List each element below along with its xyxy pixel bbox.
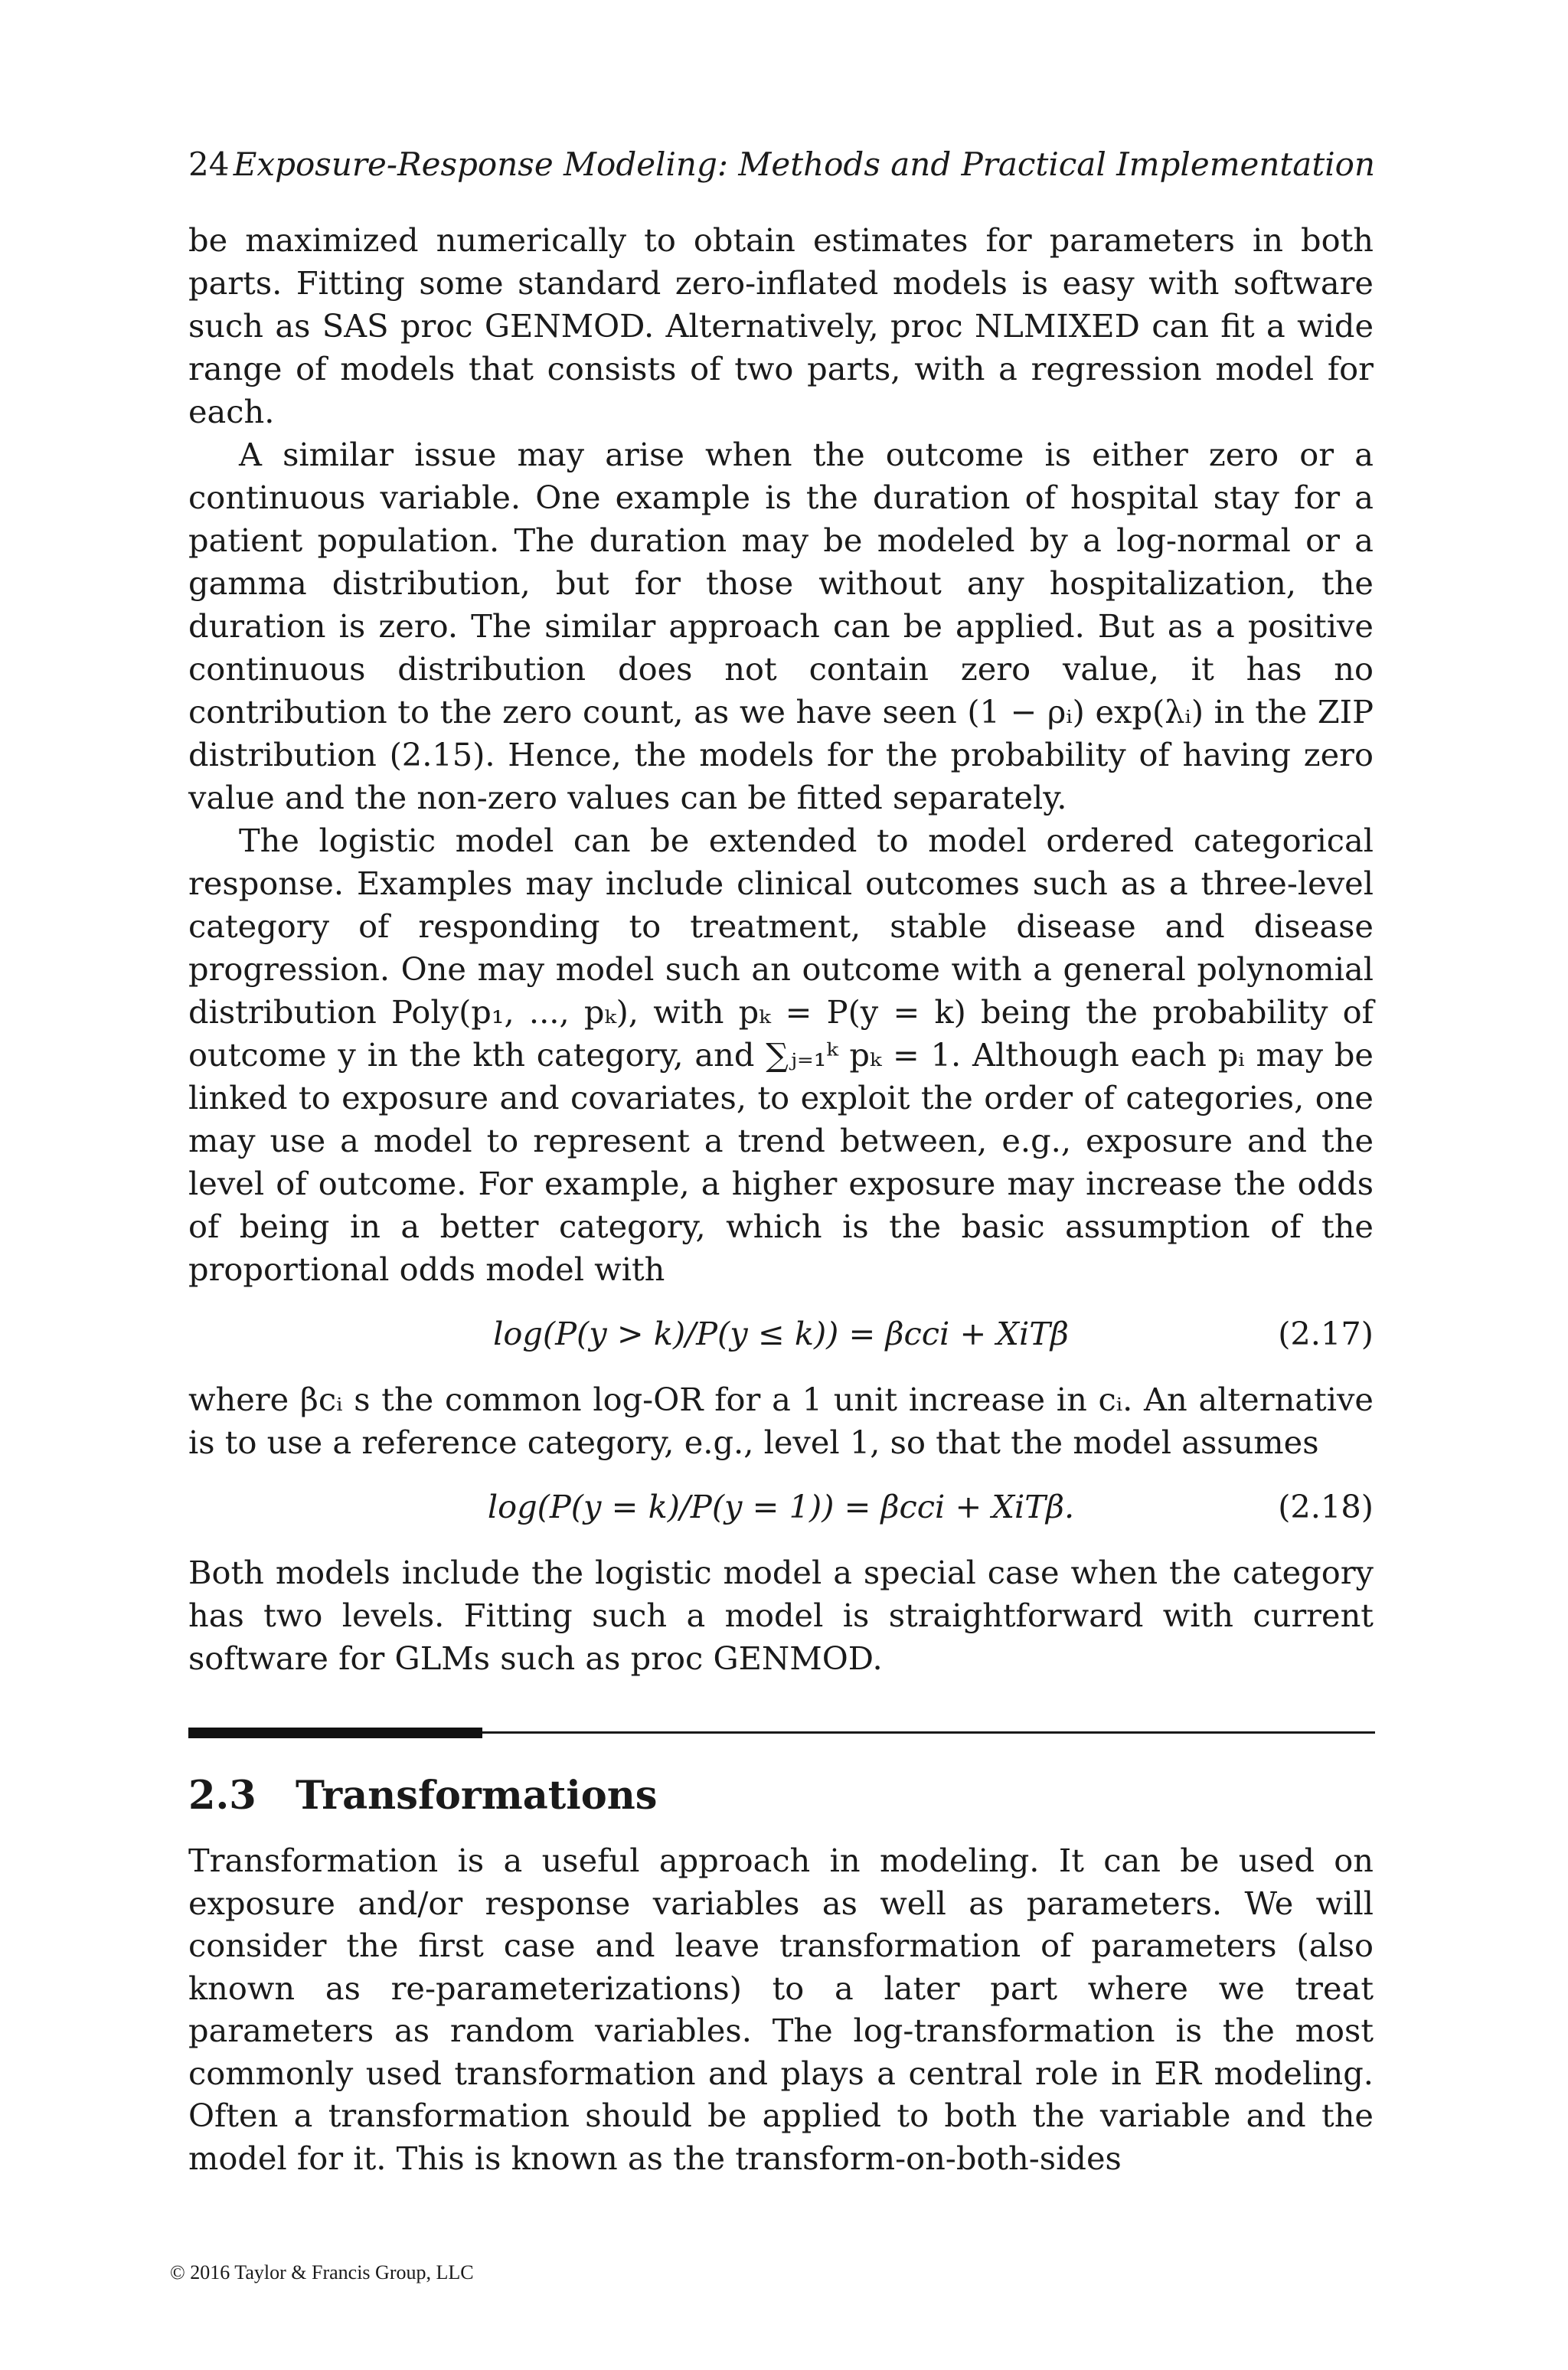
section-rule [188,1728,1375,1738]
section-title: Transformations [296,1773,658,1819]
page-number: 24 [188,145,230,183]
section-text [188,1839,1374,2179]
paragraph-ordered-categorical: The logistic model can be extended to model ordered categorical response. Examples may include clinical outcomes such as a three-level category of responding to treatment, stable disease and disease progression. One may model such an outcome with a general polynomial distribution Poly(p₁, ..., pₖ), with pₖ = P(y = k) being the probability of outcome y in the kth category, and ∑ⱼ₌₁ᵏ pₖ = 1. Although each pᵢ may be linked to exposure and covariates, to exploit the order of categories, one may use a model to represent a trend between, e.g., exposure and the level of outcome. For example, a higher exposure may increase the odds of being in a better category, which is the basic assumption of the proportional odds model with [188,822,1374,1288]
section-heading [188,1773,658,1819]
main-text [188,219,1374,1680]
equation-2-17-expression: log(P(y > k)/P(y ≤ k)) = βcci + XiTβ [493,1315,1069,1352]
paragraph-continuation: be maximized numerically to obtain estimates for parameters in both parts. Fitting some standard zero-inflated models is easy with software such as SAS proc GENMOD. Alternatively, proc NLMIXED can fit a wide range of models that consists of two parts, with a regression model for each. [188,221,1374,430]
paragraph-continuous-outcome: A similar issue may arise when the outcome is either zero or a continuous variable. One example is the duration of hospital stay for a patient population. The duration may be modeled by a log-normal or a gamma distribution, but for those without any hospitalization, the duration is zero. The similar approach can be applied. But as a positive continuous distribution does not contain zero value, it has no contribution to the zero count, as we have seen (1 − ρᵢ) exp(λᵢ) in the ZIP distribution (2.15). Hence, the models for the probability of having zero value and the non-zero values can be fitted separately. [188,436,1374,816]
running-title: Exposure-Response Modeling: Methods and Practical Implementation [233,145,1375,183]
section-number: 2.3 [188,1773,256,1819]
equation-2-17-number: (2.17) [1278,1315,1374,1352]
equation-2-18-expression: log(P(y = k)/P(y = 1)) = βcci + XiTβ. [487,1488,1075,1525]
paragraph-both-models: Both models include the logistic model a special case when the category has two levels. Fitting such a model is straightforward with current software for GLMs such as proc GENMOD. [188,1554,1374,1677]
copyright-footer: © 2016 Taylor & Francis Group, LLC [170,2261,474,2283]
paragraph-reference-category: where βcᵢ s the common log-OR for a 1 unit increase in cᵢ. An alternative is to use a reference category, e.g., level 1, so that the model assumes [188,1381,1374,1461]
equation-2-18 [188,1486,1374,1541]
equation-2-18-number: (2.18) [1278,1488,1374,1525]
equation-2-17 [188,1312,1374,1368]
paragraph-transformations: Transformation is a useful approach in modeling. It can be used on exposure and/or response variables as well as parameters. We will consider the first case and leave transformation of parameters (also known as re-parameterizations) to a later part where we treat parameters as random variables. The log-transformation is the most commonly used transformation and plays a central role in ER modeling. Often a transformation should be applied to both the variable and the model for it. This is known as the transform-on-both-sides [188,1842,1374,2177]
section-rule-thick [188,1728,482,1738]
